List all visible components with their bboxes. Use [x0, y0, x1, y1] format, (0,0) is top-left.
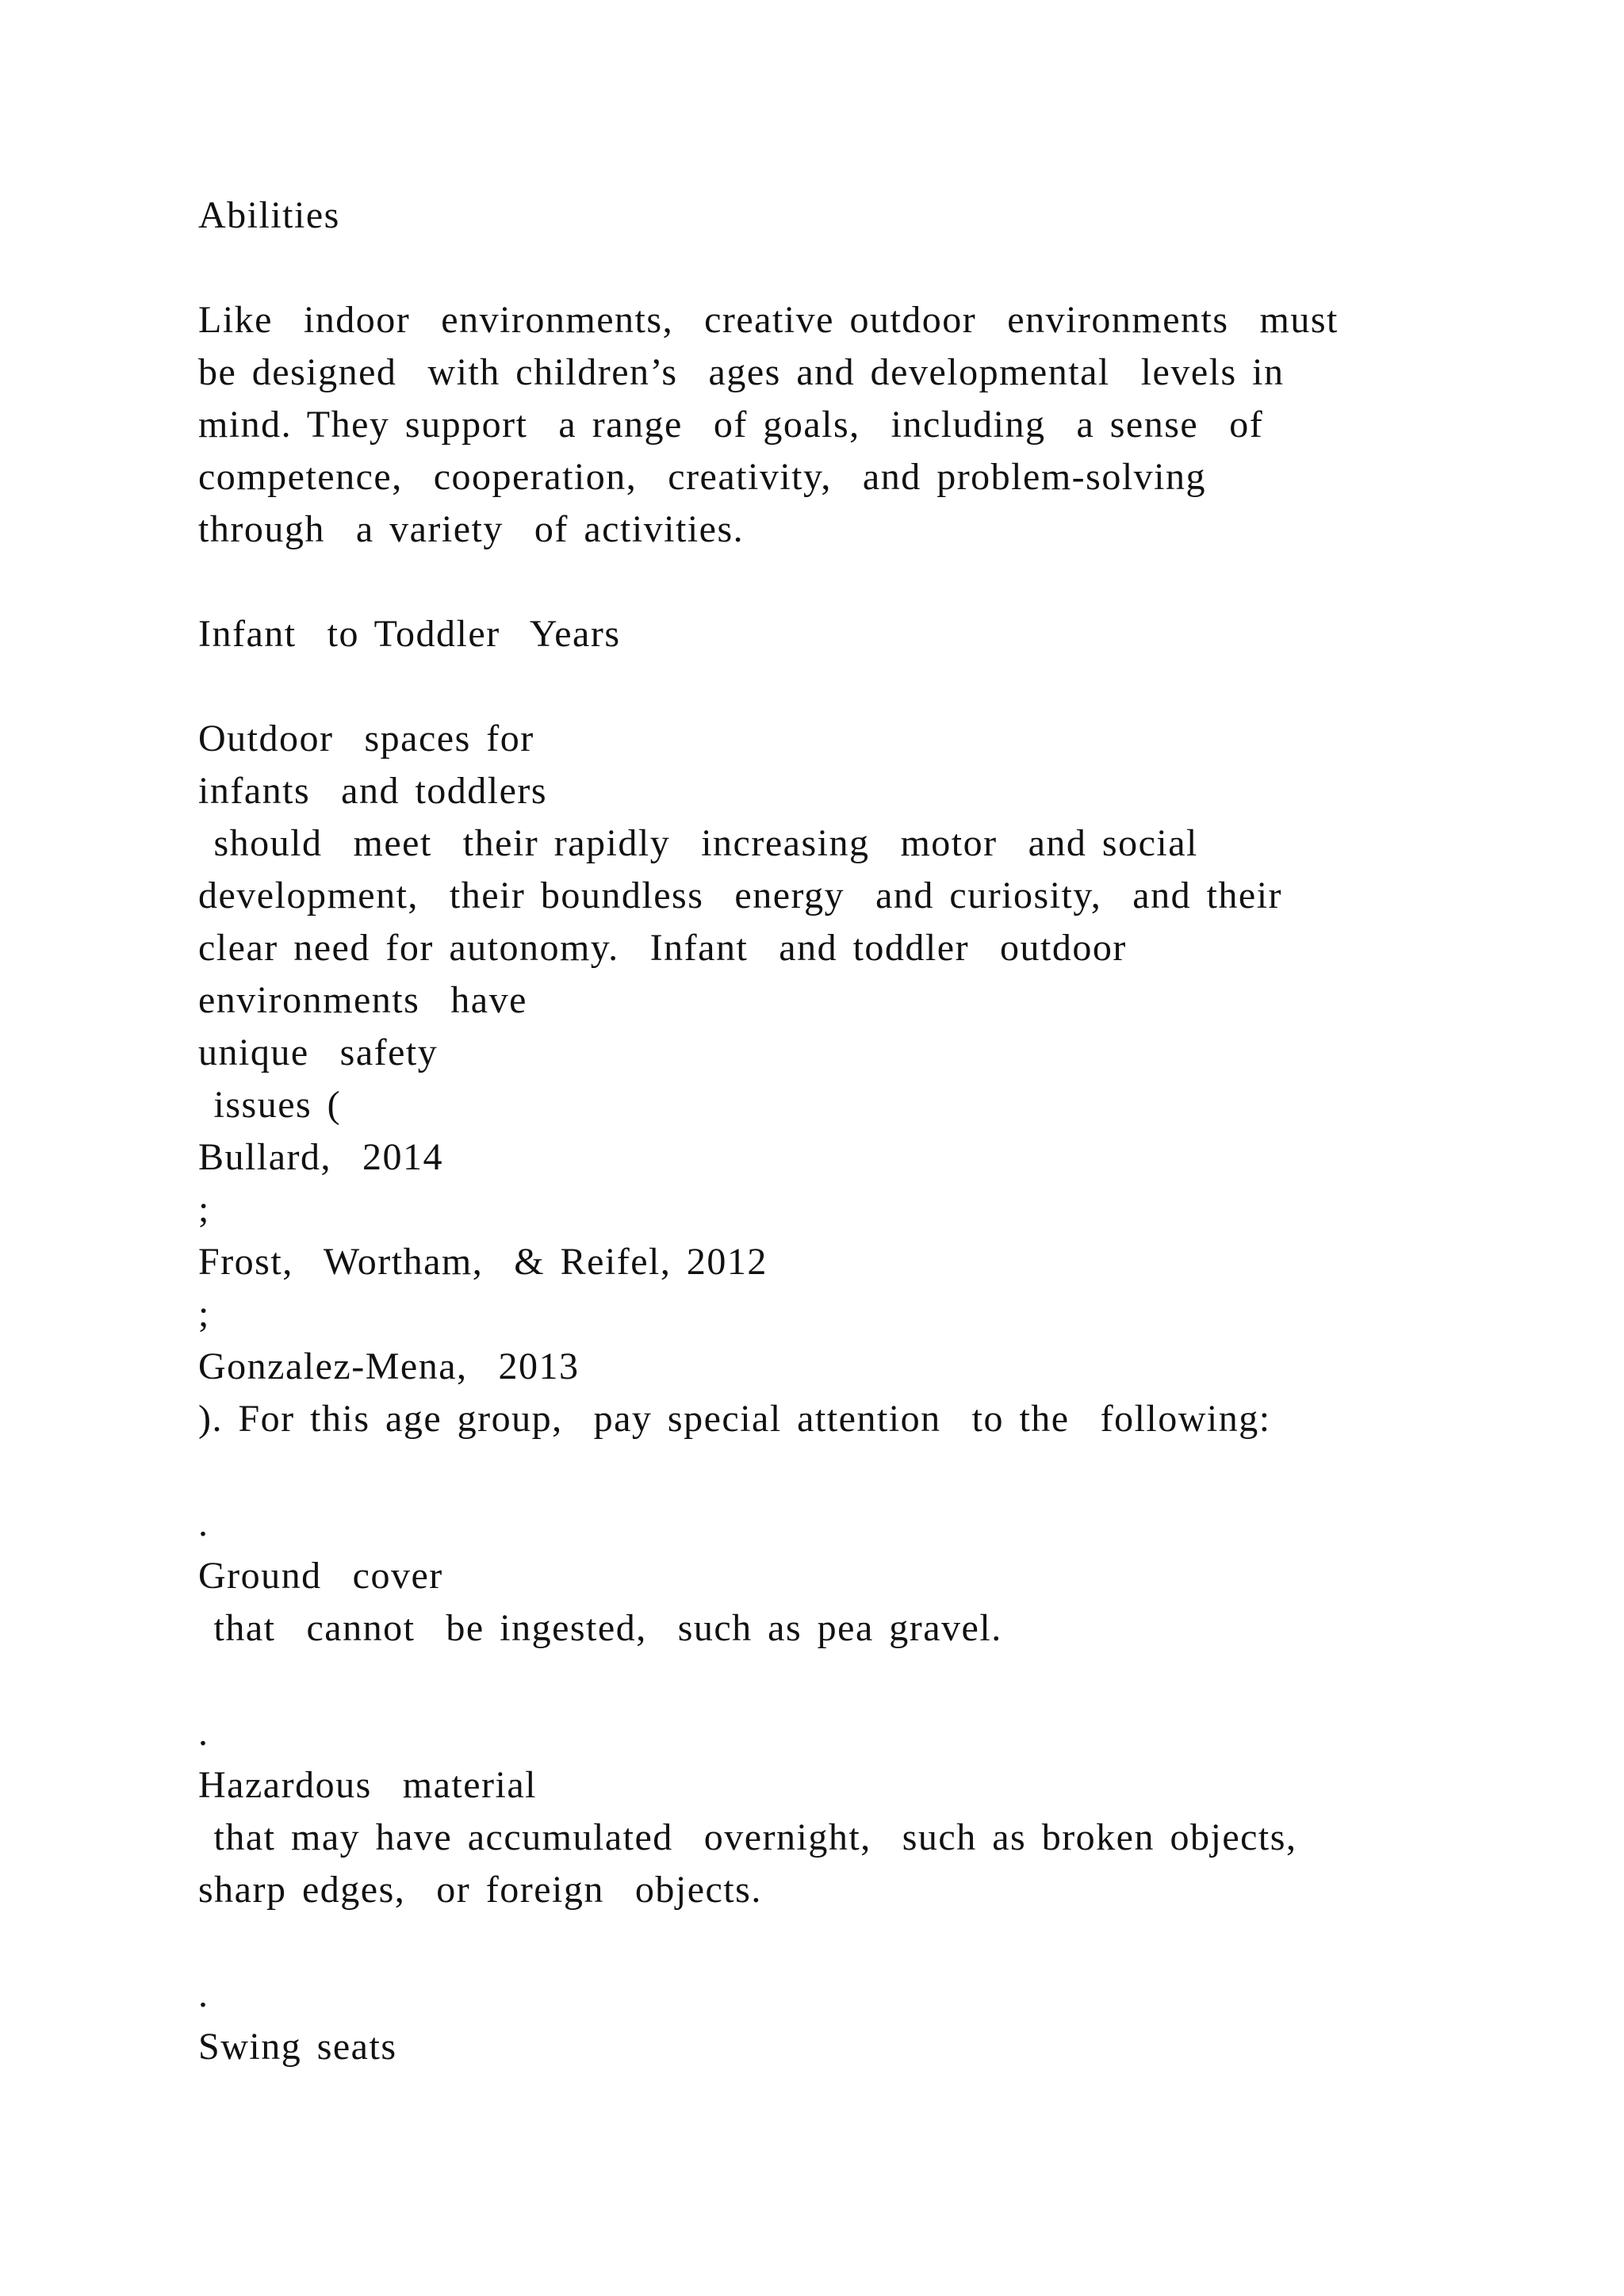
paragraph-line: should meet their rapidly increasing motor and social	[198, 822, 1198, 864]
paragraph-line: mind. They support a range of goals, including a sense of	[198, 404, 1264, 446]
list-bullet: .	[198, 1502, 209, 1544]
citation-line: Gonzalez-Mena, 2013	[198, 1345, 580, 1387]
citation-separator: ;	[198, 1188, 210, 1230]
paragraph-line: Outdoor spaces for	[198, 718, 534, 760]
list-item-title: Ground cover	[198, 1555, 443, 1597]
paragraph-line: competence, cooperation, creativity, and problem-solving	[198, 456, 1206, 498]
list-item-text: sharp edges, or foreign objects.	[198, 1869, 762, 1911]
citation-line: Frost, Wortham, & Reifel, 2012	[198, 1241, 768, 1283]
citation-separator: ;	[198, 1293, 210, 1335]
paragraph-line: through a variety of activities.	[198, 508, 745, 550]
citation-line: Bullard, 2014	[198, 1136, 443, 1178]
list-bullet: .	[198, 1712, 209, 1754]
paragraph-line: ). For this age group, pay special attention to the following:	[198, 1398, 1271, 1440]
list-bullet: .	[198, 1973, 209, 2015]
list-item-text: that cannot be ingested, such as pea gravel.	[198, 1607, 1002, 1649]
list-item-text: that may have accumulated overnight, such as broken objects,	[198, 1816, 1297, 1858]
paragraph-line: issues (	[198, 1084, 342, 1126]
paragraph-line: infants and toddlers	[198, 770, 548, 812]
heading-abilities: Abilities	[198, 194, 340, 236]
list-item-title: Swing seats	[198, 2026, 397, 2068]
paragraph-line: unique safety	[198, 1031, 439, 1073]
paragraph-line: clear need for autonomy. Infant and toddler outdoor	[198, 927, 1127, 969]
paragraph-line: development, their boundless energy and curiosity, and their	[198, 874, 1283, 916]
paragraph-line: Like indoor environments, creative outdoor environments must	[198, 299, 1339, 341]
paragraph-line: environments have	[198, 979, 527, 1021]
list-item-title: Hazardous material	[198, 1764, 537, 1806]
paragraph-line: be designed with children’s ages and developmental levels in	[198, 351, 1285, 393]
heading-infant-toddler: Infant to Toddler Years	[198, 613, 621, 655]
